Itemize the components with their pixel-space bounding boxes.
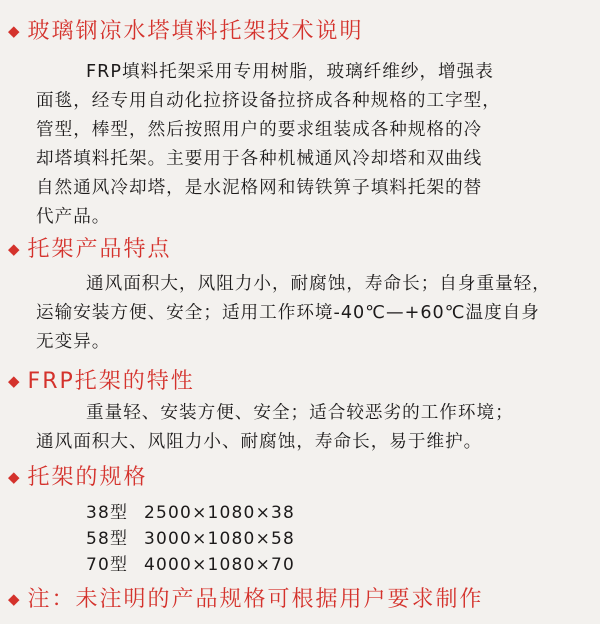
section-heading-frp-properties [8, 364, 195, 395]
spec-row-38 [86, 498, 295, 523]
text-line: 管型，棒型，然后按照用户的要求组装成各种规格的冷 [36, 120, 483, 140]
spec-model: 38型 [86, 503, 129, 523]
spec-model: 70型 [86, 555, 129, 575]
section-heading-tech-description [8, 14, 364, 45]
paragraph-frp-properties [36, 399, 592, 457]
text-line: 运输安装方便、安全；适用工作环境-40℃—+60℃温度自身 [36, 303, 540, 323]
diamond-bullet-icon: ◆ [8, 468, 22, 486]
heading-text: FRP托架的特性 [27, 369, 195, 394]
diamond-bullet-icon: ◆ [8, 590, 22, 608]
heading-text: 托架的规格 [27, 465, 148, 490]
heading-text: 托架产品特点 [27, 237, 172, 262]
paragraph-product-features [36, 270, 592, 357]
diamond-bullet-icon: ◆ [8, 22, 22, 40]
spec-row-70 [86, 550, 295, 575]
spec-size: 3000×1080×58 [144, 529, 296, 549]
text-line: 面毯，经专用自动化拉挤设备拉挤成各种规格的工字型， [36, 91, 501, 111]
spec-size: 2500×1080×38 [144, 503, 296, 523]
text-line: 自然通风冷却塔，是水泥格网和铸铁箅子填料托架的替 [36, 178, 483, 198]
text-line: 无变异。 [36, 332, 111, 352]
diamond-bullet-icon: ◆ [8, 372, 22, 390]
spec-row-58 [86, 524, 295, 549]
spec-size: 4000×1080×70 [144, 555, 296, 575]
paragraph-tech-description [36, 58, 592, 232]
diamond-bullet-icon: ◆ [8, 240, 22, 258]
heading-text: 玻璃钢凉水塔填料托架技术说明 [27, 19, 364, 44]
section-heading-specifications [8, 460, 148, 491]
text-line: 重量轻、安装方便、安全；适合较恶劣的工作环境； [86, 403, 514, 423]
text-line: 代产品。 [36, 207, 111, 227]
text-line: 通风面积大，风阻力小，耐腐蚀，寿命长；自身重量轻， [86, 274, 551, 294]
section-heading-product-features [8, 232, 172, 263]
text-line: FRP填料托架采用专用树脂，玻璃纤维纱，增强表 [86, 62, 494, 82]
section-heading-note [8, 582, 484, 613]
text-line: 却塔填料托架。主要用于各种机械通风冷却塔和双曲线 [36, 149, 483, 169]
heading-text: 注：未注明的产品规格可根据用户要求制作 [27, 587, 484, 612]
spec-model: 58型 [86, 529, 129, 549]
text-line: 通风面积大、风阻力小、耐腐蚀，寿命长，易于维护。 [36, 432, 483, 452]
